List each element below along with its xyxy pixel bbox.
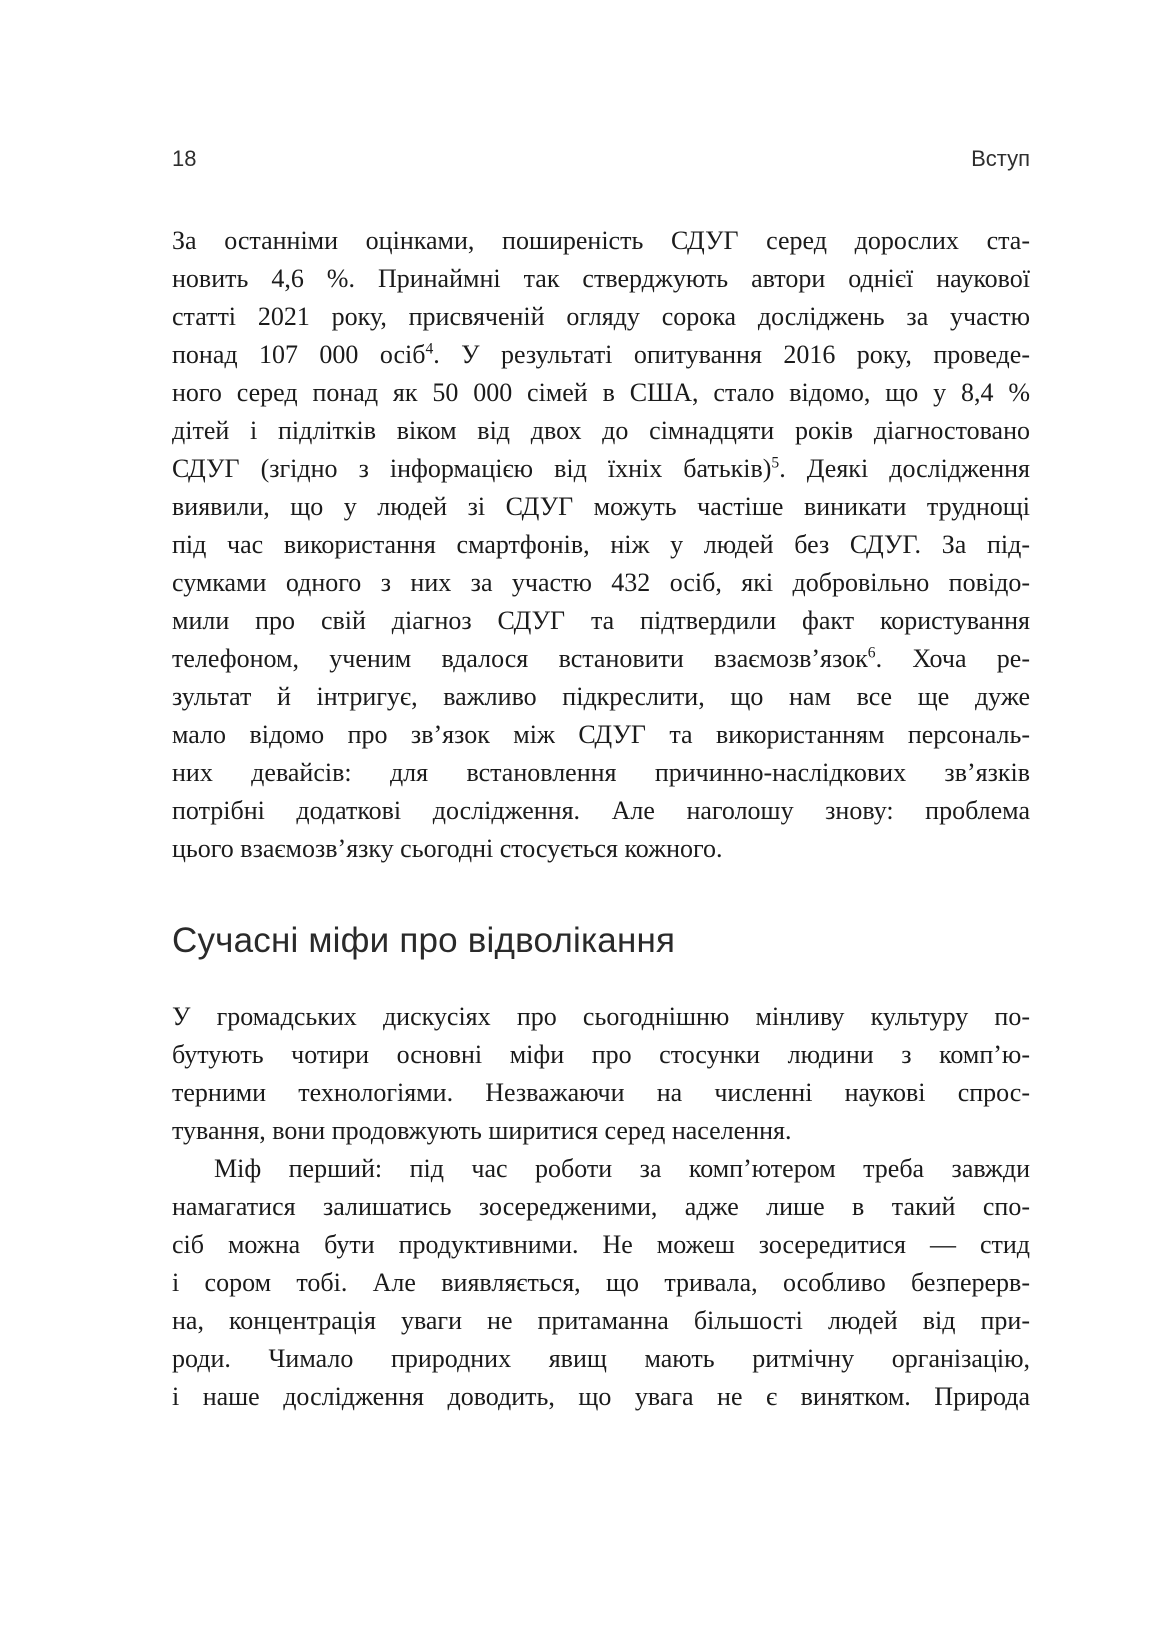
- text-line: на, концентрація уваги не притаманна більшості людей від при-: [172, 1306, 1030, 1335]
- text-line: СДУГ (згідно з інформацією від їхніх батьків)$^5$. Деякі дослідження: [172, 454, 1031, 483]
- text-line: бутують чотири основні міфи про стосунки людини з комп’ю-: [172, 1040, 1030, 1069]
- footnote-marker: 6: [867, 644, 876, 662]
- text-line: намагатися залишатись зосередженими, адже лише в такий спо-: [172, 1192, 1030, 1221]
- text-line: ного серед понад як 50 000 сімей в США, стало відомо, що у 8,4 %: [172, 378, 1030, 407]
- footnote-marker: 5: [771, 454, 780, 472]
- section-heading-modern-myths: Сучасні міфи про відволікання: [172, 921, 676, 960]
- text-line: Міф перший: під час роботи за комп’ютером треба завжди: [214, 1154, 1030, 1183]
- text-line: і наше дослідження доводить, що увага не є винятком. Природа: [172, 1382, 1030, 1411]
- text-line: терними технологіями. Незважаючи на численні наукові спрос-: [172, 1078, 1030, 1107]
- paragraph-adhd-statistics: [172, 222, 1030, 868]
- text-line: роди. Чимало природних явищ мають ритмічну організацію,: [172, 1344, 1030, 1373]
- text-line: За останніми оцінками, поширеність СДУГ серед дорослих ста-: [172, 226, 1030, 255]
- paragraph-myth-one: [172, 1150, 1030, 1416]
- text-line: і сором тобі. Але виявляється, що тривала, особливо безперерв-: [172, 1268, 1030, 1297]
- text-line: телефоном, ученим вдалося встановити взаємозв’язок$^6$. Хоча ре-: [172, 644, 1031, 673]
- text-line: під час використання смартфонів, ніж у людей без СДУГ. За під-: [172, 530, 1030, 559]
- text-line: сіб можна бути продуктивними. Не можеш зосередитися — стид: [172, 1230, 1030, 1259]
- text-line: У громадських дискусіях про сьогоднішню мінливу культуру по-: [172, 1002, 1030, 1031]
- text-line: мало відомо про зв’язок між СДУГ та використанням персональ-: [172, 720, 1030, 749]
- text-line: статті 2021 року, присвяченій огляду сорока досліджень за участю: [172, 302, 1030, 331]
- paragraph-myths-intro: [172, 998, 1030, 1150]
- text-line: новить 4,6 %. Принаймні так стверджують автори однієї наукової: [172, 264, 1030, 293]
- running-header: [172, 146, 1030, 172]
- text-line: виявили, що у людей зі СДУГ можуть частіше виникати труднощі: [172, 492, 1030, 521]
- page-content: [172, 222, 1030, 1416]
- text-line: цього взаємозв’язку сьогодні стосується кожного.: [172, 834, 723, 863]
- text-line: потрібні додаткові дослідження. Але наголошу знову: проблема: [172, 796, 1030, 825]
- text-line: сумками одного з них за участю 432 осіб, які добровільно повідо-: [172, 568, 1030, 597]
- footnote-marker: 4: [425, 340, 434, 358]
- page-number: 18: [172, 146, 197, 171]
- text-line: мили про свій діагноз СДУГ та підтвердили факт користування: [172, 606, 1030, 635]
- text-line: зультат й інтригує, важливо підкреслити, що нам все ще дуже: [172, 682, 1030, 711]
- chapter-title: Вступ: [971, 146, 1030, 171]
- text-line: них девайсів: для встановлення причинно-наслідкових зв’язків: [172, 758, 1030, 787]
- text-line: понад 107 000 осіб$^4$. У результаті опитування 2016 року, проведе-: [172, 340, 1030, 369]
- text-line: тування, вони продовжують ширитися серед населення.: [172, 1116, 792, 1145]
- text-line: дітей і підлітків віком від двох до сімнадцяти років діагностовано: [172, 416, 1030, 445]
